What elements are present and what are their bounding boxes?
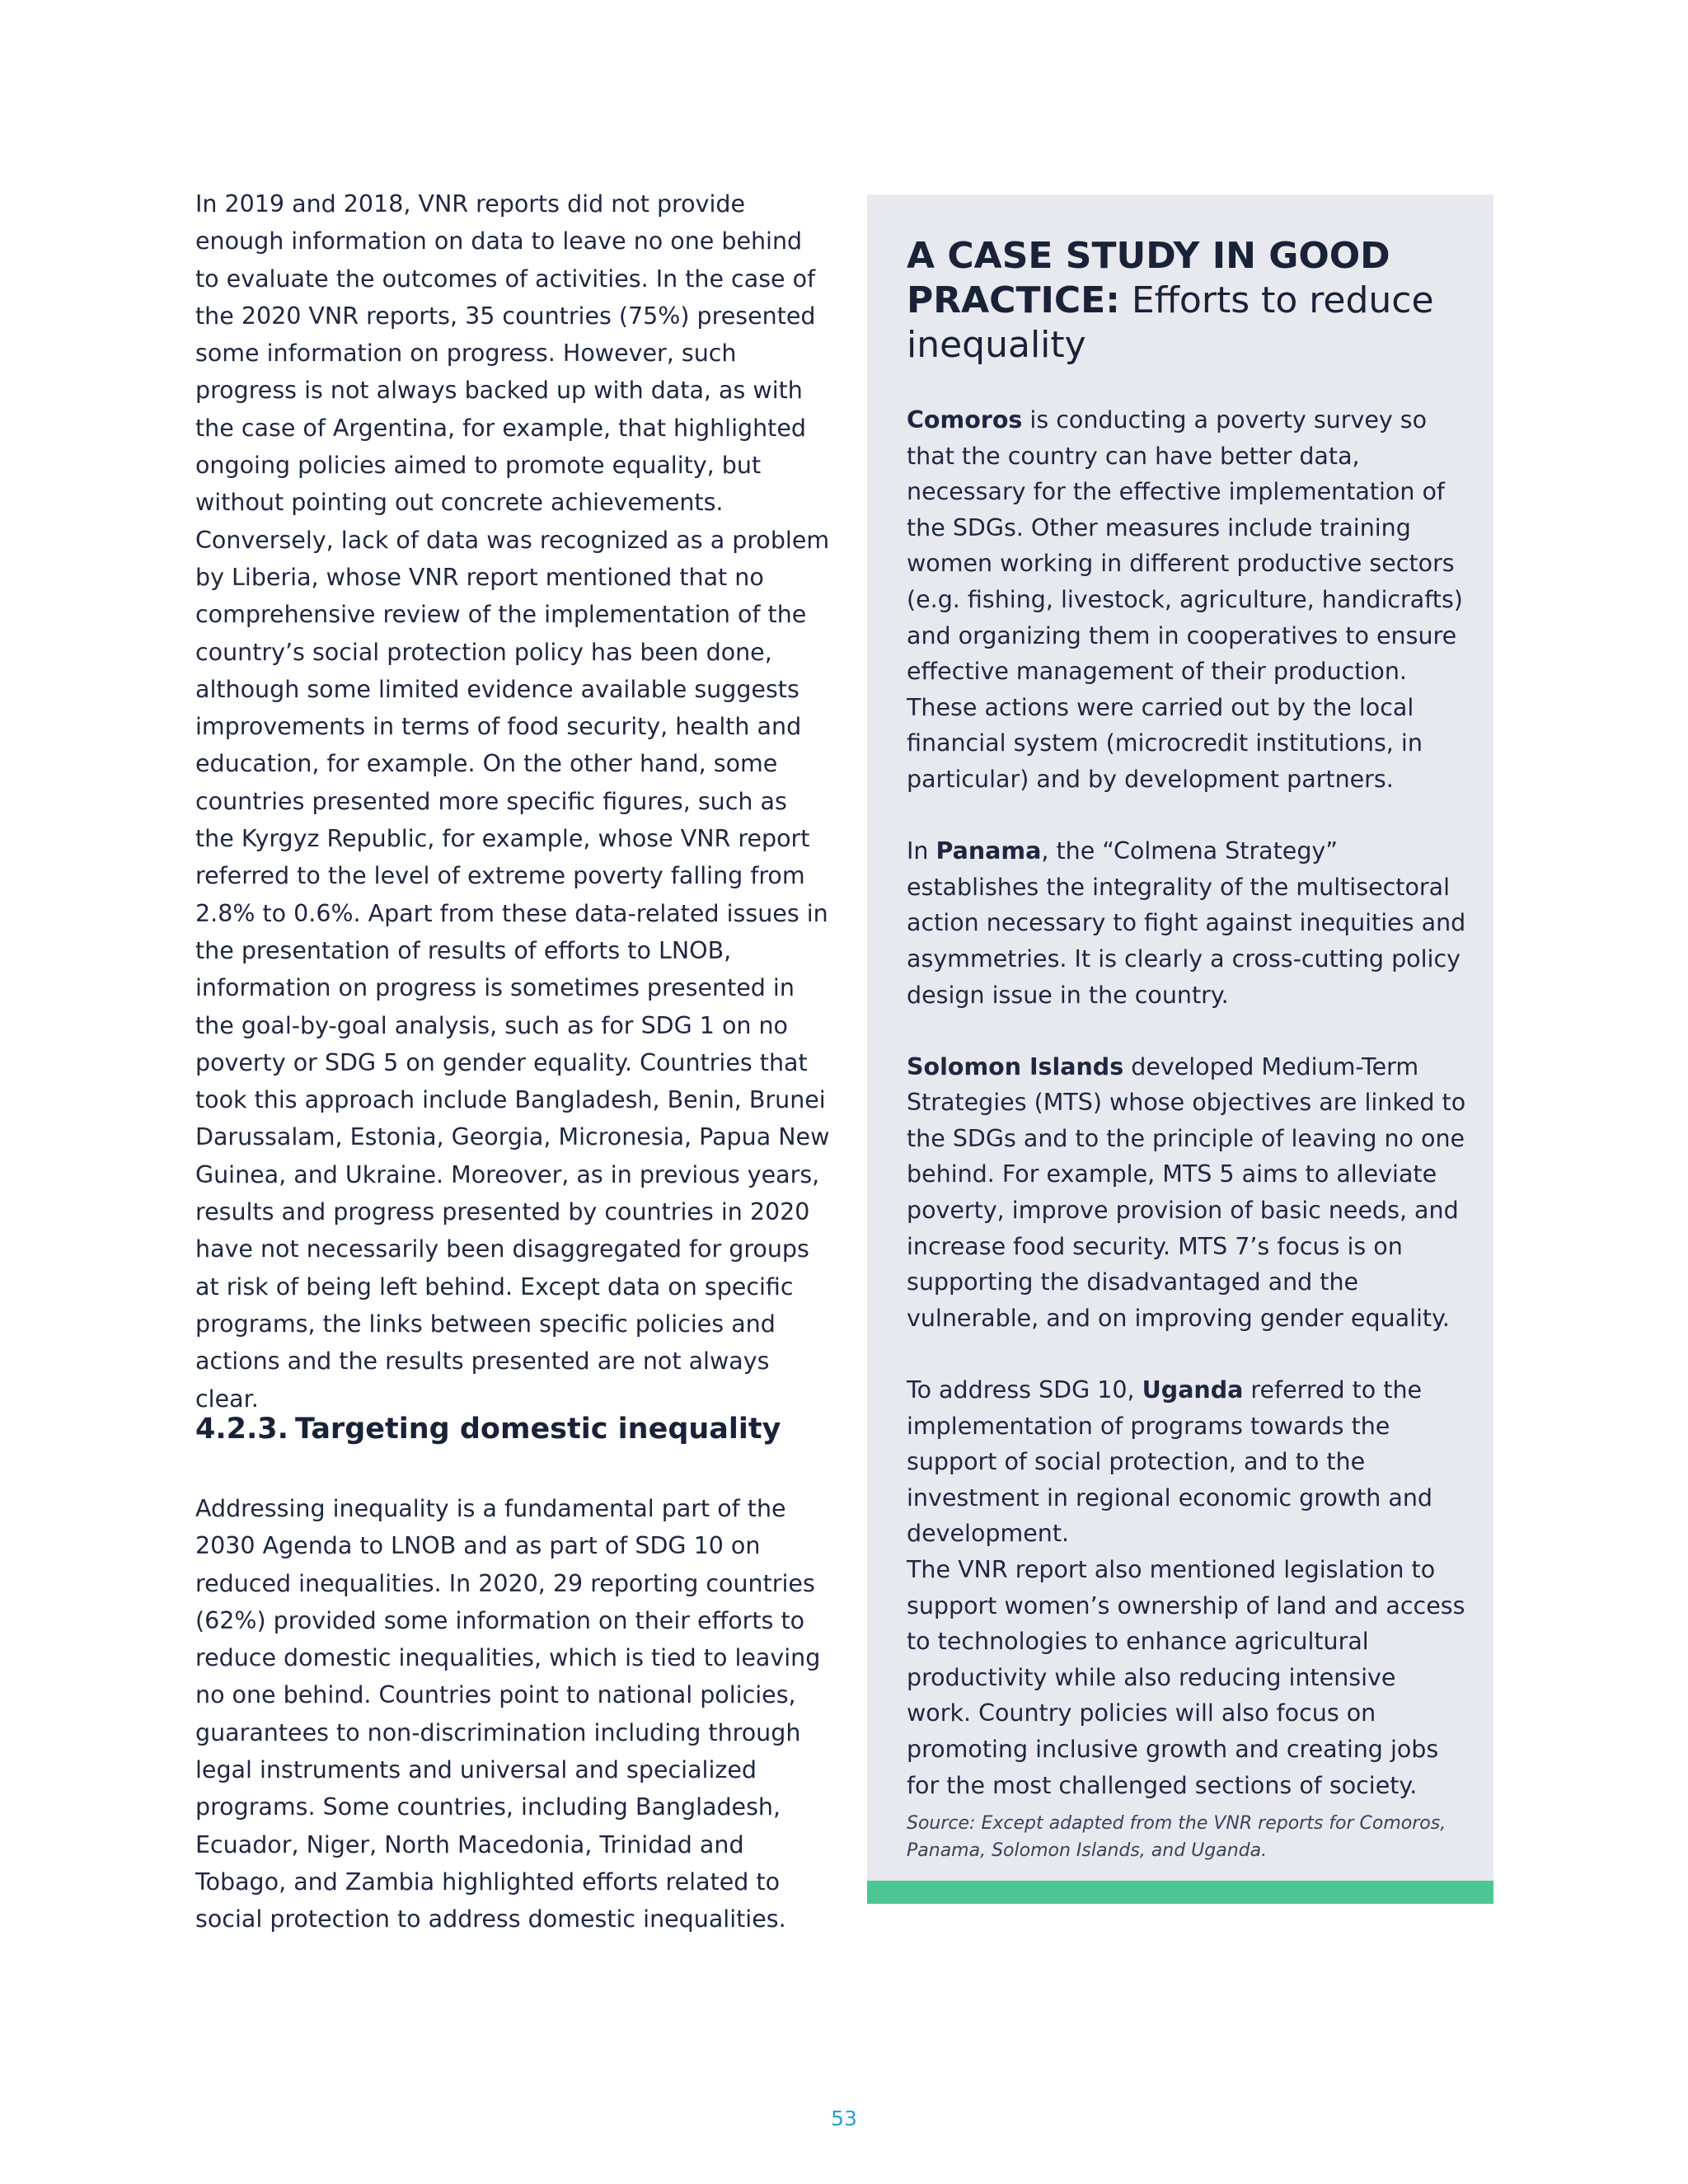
- case-study-body: [907, 402, 1467, 1803]
- section-title: Targeting domestic inequality: [294, 1413, 781, 1446]
- solomon-paragraph: Solomon Islands developed Medium-Term Strategies (MTS) whose objectives are linked to the SDGs and to the principle of leaving no one behind. For example, MTS 5 aims to alleviate poverty, improve provision of basic needs, and increase food security. MTS 7’s focus is on supporting the disadvantaged and the vulnerable, and on improving gender equality.: [907, 1052, 1466, 1332]
- comoros-name: Comoros: [907, 406, 1023, 434]
- inequality-paragraph: Addressing inequality is a fundamental part of the 2030 Agenda to LNOB and as part of SDG 10 on reduced inequalities. In 2020, 29 reporting countries (62%) provided some information on their efforts to reduce domestic inequalities, which is tied to leaving no one behind. Countries point to national policies, guarantees to non-discrimination including through legal instruments and universal and specialized programs. Some countries, including Bangladesh, Ecuador, Niger, North Macedonia, Trinidad and Tobago, and Zambia highlighted efforts related to social protection to address domestic inequalities.: [195, 1495, 821, 1933]
- uganda-name: Uganda: [1142, 1376, 1244, 1404]
- panama-paragraph: In Panama, the “Colmena Strategy” establishes the integrality of the multisectoral action necessary to fight against inequities and asymmetries. It is clearly a cross-cutting policy design issue in the country.: [907, 837, 1466, 1009]
- body-text-column: [195, 185, 830, 1418]
- page-number: 53: [831, 2107, 857, 2130]
- panama-name: Panama: [935, 837, 1042, 865]
- section-number: 4.2.3.: [195, 1413, 288, 1446]
- case-study-title-bold: A CASE STUDY IN GOOD PRACTICE:: [907, 235, 1390, 321]
- uganda-paragraph: To address SDG 10, Uganda referred to the implementation of programs towards the support of social protection, and to the investment in regional economic growth and development. The VNR report also mentioned legislation to support women’s ownership of land and access to technologies to enhance agricultural productivity while also reducing intensive work. Country policies will also focus on promoting inclusive growth and creating jobs for the most challenged sections of society.: [907, 1376, 1465, 1799]
- section-body: [195, 1490, 830, 1938]
- comoros-paragraph: Comoros is conducting a poverty survey so that the country can have better data, necessary for the effective implementation of the SDGs. Other measures include training women working in different productive sectors (e.g. fishing, livestock, agriculture, handicrafts) and organizing them in cooperatives to ensure effective management of their production. These actions were carried out by the local financial system (microcredit institutions, in particular) and by development partners.: [907, 406, 1463, 793]
- solomon-name: Solomon Islands: [907, 1052, 1124, 1080]
- case-study-title-rest: Efforts to reduce inequality: [907, 279, 1434, 366]
- case-study-source: Source: Except adapted from the VNR reports for Comoros, Panama, Solomon Islands, and Uganda.: [907, 1813, 1447, 1861]
- case-study-title: [907, 234, 1467, 368]
- case-study-box: [867, 194, 1493, 1904]
- uganda-paragraph-continued: The VNR report also mentioned legislation to support women’s ownership of land and access to technologies to enhance agricultural productivity while also reducing intensive work. Country policies will also focus on promoting inclusive growth and creating jobs for the most challenged sections of society.: [907, 1556, 1465, 1799]
- intro-paragraph: In 2019 and 2018, VNR reports did not provide enough information on data to leave no one behind to evaluate the outcomes of activities. In the case of the 2020 VNR reports, 35 countries (75%) presented some information on progress. However, such progress is not always backed up with data, as with the case of Argentina, for example, that highlighted ongoing policies aimed to promote equality, but without pointing out concrete achievements. Conversely, lack of data was recognized as a problem by Liberia, whose VNR report mentioned that no comprehensive review of the implementation of the country’s social protection policy has been done, although some limited evidence available suggests improvements in terms of food security, health and education, for example. On the other hand, some countries presented more specific figures, such as the Kyrgyz Republic, for example, whose VNR report referred to the level of extreme poverty falling from 2.8% to 0.6%. Apart from these data-related issues in the presentation of results of efforts to LNOB, information on progress is sometimes presented in the goal-by-goal analysis, such as for SDG 1 on no poverty or SDG 5 on gender equality. Countries that took this approach include Bangladesh, Benin, Brunei Darussalam, Estonia, Georgia, Micronesia, Papua New Guinea, and Ukraine. Moreover, as in previous years, results and progress presented by countries in 2020 have not necessarily been disaggregated for groups at risk of being left behind. Except data on specific programs, the links between specific policies and actions and the results presented are not always clear.: [195, 190, 830, 1413]
- case-study-accent-bar: [867, 1881, 1493, 1904]
- section-heading: [195, 1411, 838, 1447]
